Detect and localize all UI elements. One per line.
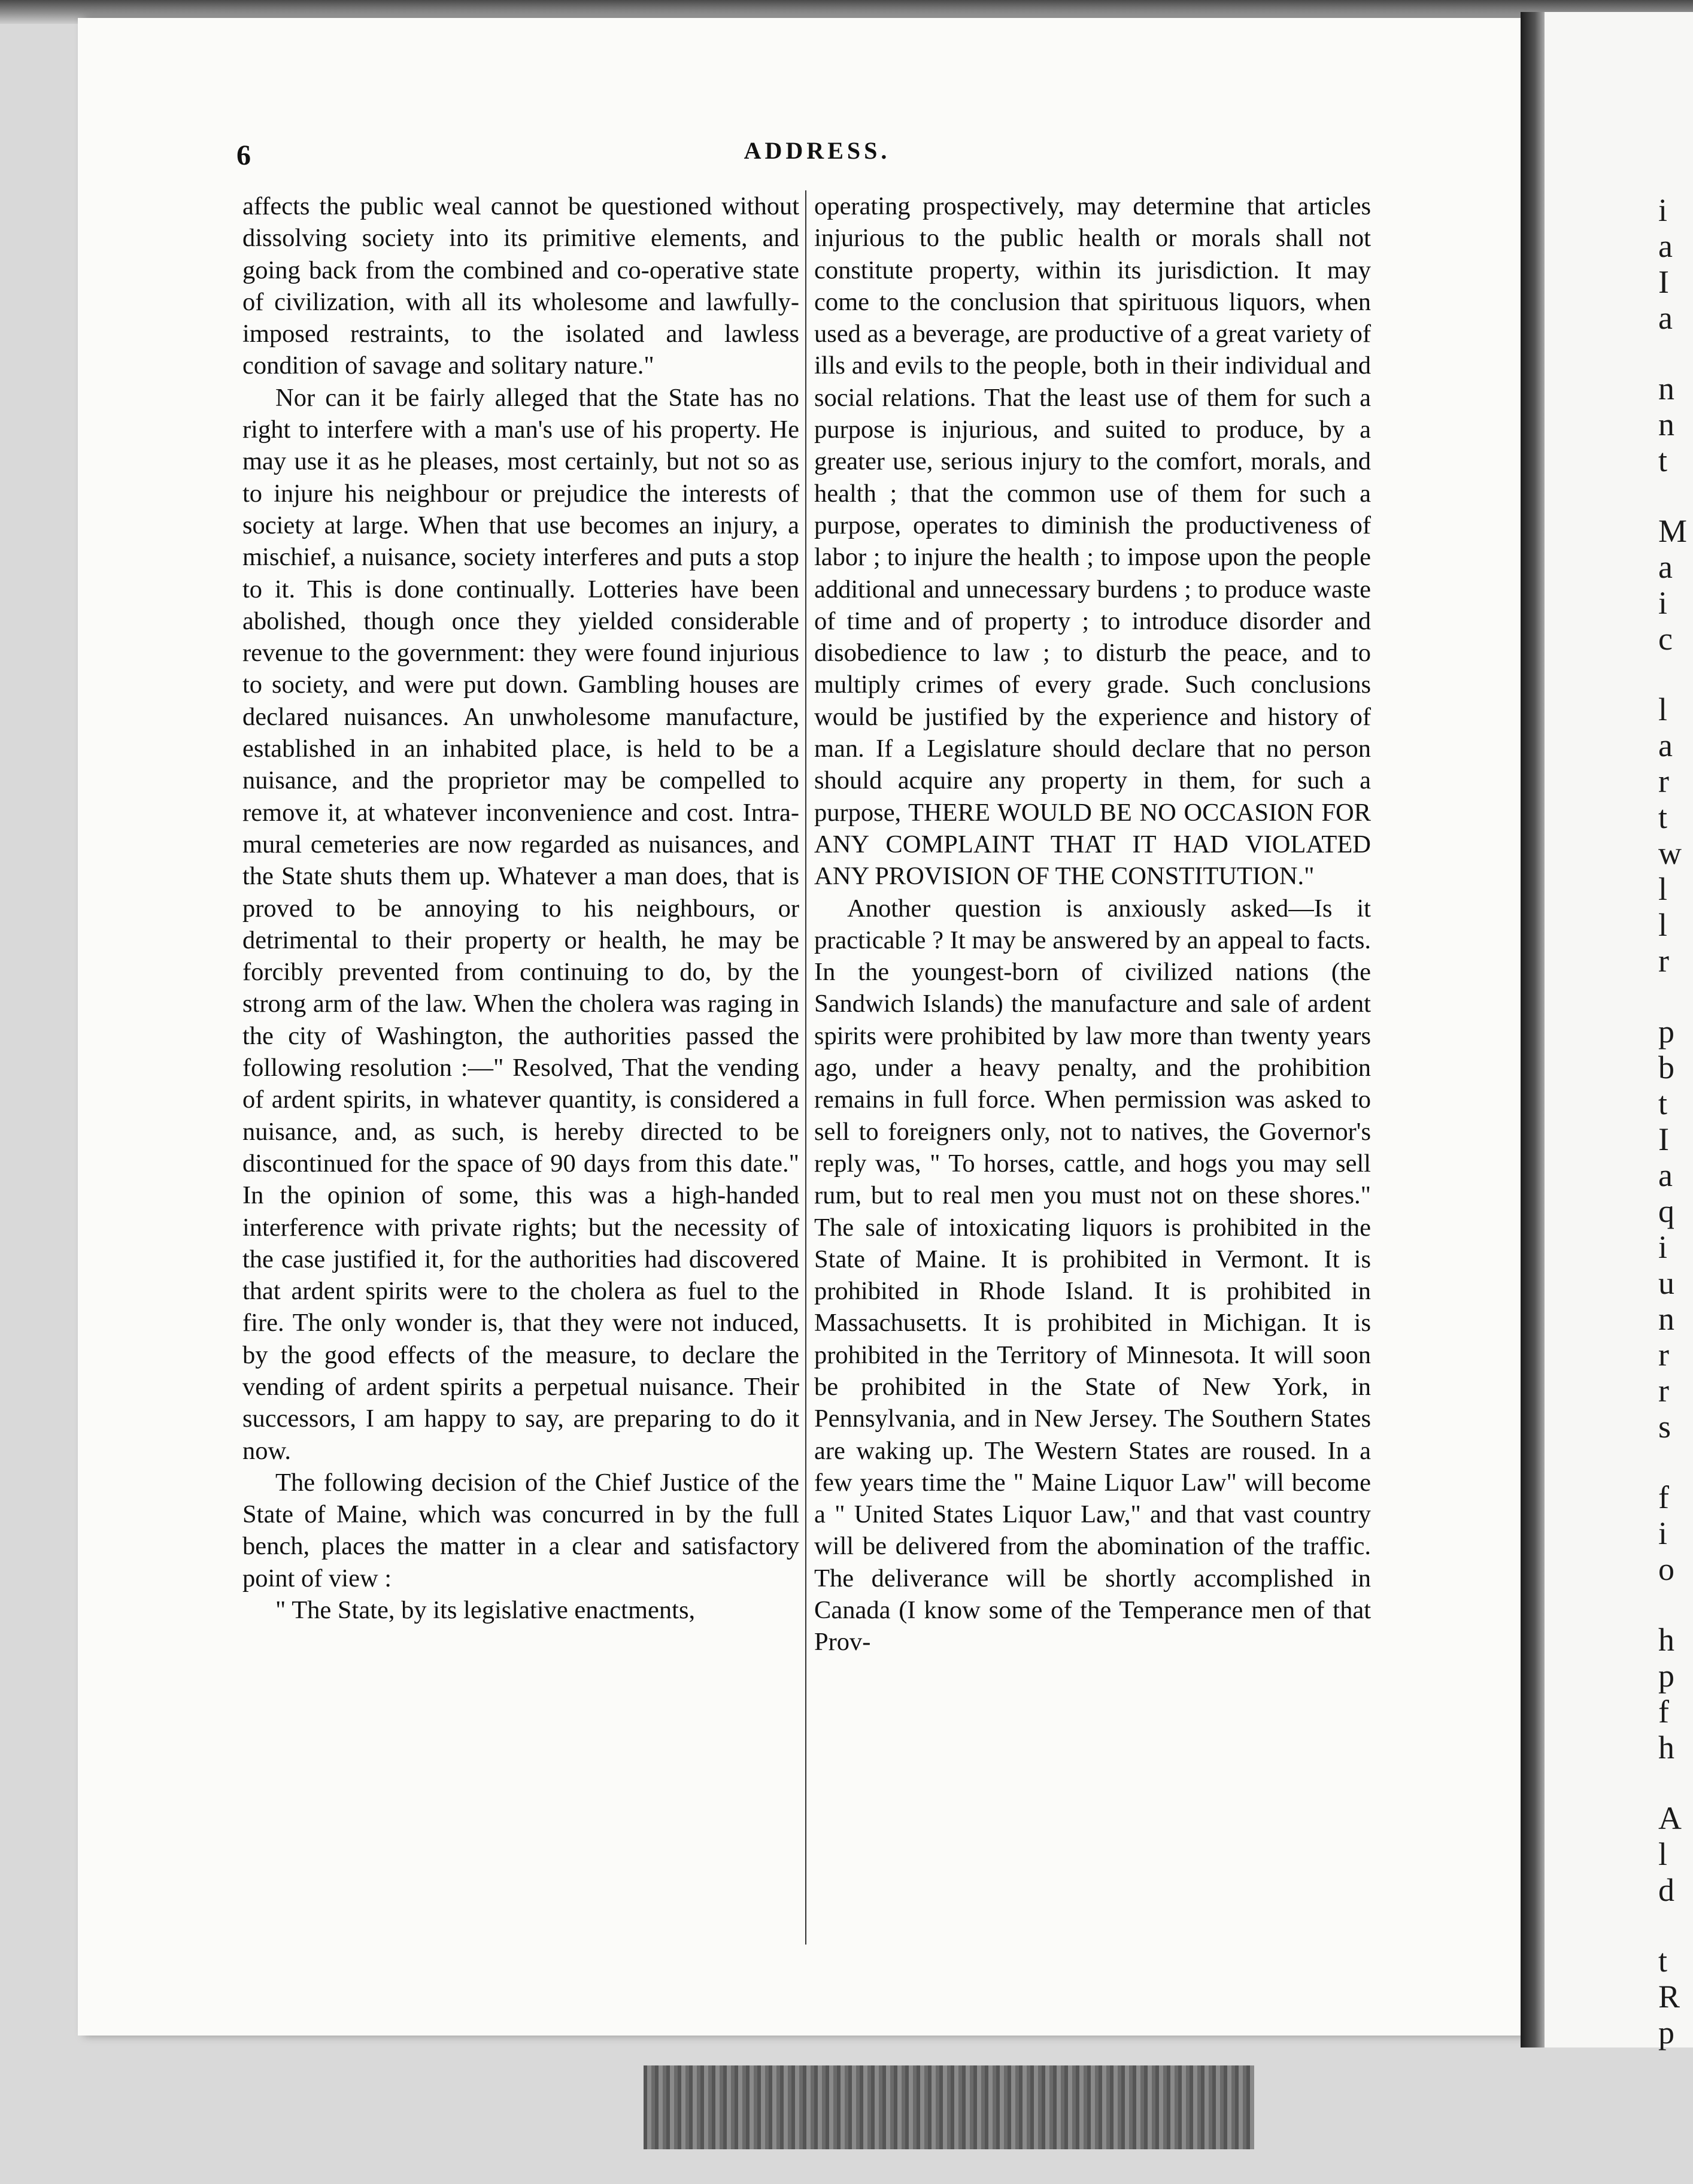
left-column bbox=[242, 190, 799, 1626]
adjacent-page-fragment: p bbox=[1658, 1014, 1674, 1049]
adjacent-page-fragment: a bbox=[1658, 549, 1673, 585]
adjacent-page-fragment: r bbox=[1658, 763, 1669, 799]
running-head: ADDRESS. bbox=[744, 137, 891, 164]
paragraph: The following decision of the Chief Justice of the State of Maine, which was concurred in by the full bench, places the matter in a clear and satisfactory point of view : bbox=[242, 1468, 799, 1592]
adjacent-page-fragment: p bbox=[1658, 2015, 1674, 2050]
adjacent-page-fragment: r bbox=[1658, 1373, 1669, 1409]
adjacent-page-fragment: b bbox=[1658, 1049, 1674, 1085]
adjacent-page-fragment: I bbox=[1658, 1121, 1669, 1157]
adjacent-page-fragment: a bbox=[1658, 228, 1673, 264]
adjacent-page-fragment: s bbox=[1658, 1409, 1671, 1445]
adjacent-page-fragment: l bbox=[1658, 691, 1668, 727]
adjacent-page-fragment: t bbox=[1658, 799, 1668, 835]
adjacent-page-fragment: a bbox=[1658, 727, 1673, 763]
adjacent-page-fragment: q bbox=[1658, 1193, 1674, 1229]
right-column bbox=[814, 190, 1371, 1658]
adjacent-page-fragment: a bbox=[1658, 300, 1673, 336]
adjacent-page-fragment: t bbox=[1658, 1943, 1668, 1979]
adjacent-page-fragment: n bbox=[1658, 407, 1674, 442]
adjacent-page-fragment: p bbox=[1658, 1658, 1674, 1694]
column-divider bbox=[805, 190, 806, 1945]
adjacent-page-fragment: l bbox=[1658, 1836, 1668, 1872]
paragraph: " The State, by its legislative enactments, bbox=[275, 1596, 696, 1625]
adjacent-page-fragment: i bbox=[1658, 585, 1668, 621]
adjacent-page-fragment: u bbox=[1658, 1265, 1674, 1301]
adjacent-page-fragment: R bbox=[1658, 1979, 1680, 2015]
adjacent-page-fragment: M bbox=[1658, 513, 1688, 549]
adjacent-page-fragment: h bbox=[1658, 1730, 1674, 1766]
adjacent-page-fragment: n bbox=[1658, 1301, 1674, 1337]
adjacent-page-fragment: r bbox=[1658, 943, 1669, 979]
paragraph: Nor can it be fairly alleged that the State has no right to interfere with a man's use of his property. He may use it as he pleases, most certainly, but not so as to injure his neighbour or prejudice the interests of society at large. When that use becomes an injury, a mischief, a nuisance, society interferes and puts a stop to it. This is done continually. Lotteries have been abolished, though once they yielded considerable revenue to the government: they were found injurious to society, and were put down. Gambling houses are declared nuisances. An unwholesome manufacture, established in an inhabited place, is held to be a nuisance, and the proprietor may be compelled to remove it, at whatever inconvenience and cost. Intra-mural cemeteries are now regarded as nuisances, and the State shuts them up. Whatever a man does, that is proved to be annoying to his neighbours, or detrimental to their property or health, he may be forcibly prevented from continuing to do, by the strong arm of the law. When the cholera was raging in the city of Washington, the authorities passed the following resolution :—" Resolved, That the vending of ardent spirits, in whatever quantity, is considered a nuisance, and, as such, is hereby directed to be discontinued for the space of 90 days from this date." In the opinion of some, this was a high-handed interference with private rights; but the necessity of the case justified it, for the authorities had discovered that ardent spirits were to the cholera as fuel to the fire. The only wonder is, that they were not induced, by the good effects of the measure, to declare the vending of ardent spirits a perpetual nuisance. Their successors, I am happy to say, are preparing to do it now. bbox=[242, 383, 799, 1465]
adjacent-page-fragment: f bbox=[1658, 1479, 1669, 1515]
adjacent-page-fragment: i bbox=[1658, 192, 1668, 228]
adjacent-page-fragment: t bbox=[1658, 1085, 1668, 1121]
adjacent-page-fragment: l bbox=[1658, 907, 1668, 943]
adjacent-page-fragment: r bbox=[1658, 1337, 1669, 1373]
paragraph: affects the public weal cannot be questioned without dissolving society into its primitive elements, and going back from the combined and co-operative state of civilization, with all its wholesome and lawfully-imposed restraints, to the isolated and lawless condition of savage and solitary nature." bbox=[242, 192, 799, 380]
adjacent-page-fragment: d bbox=[1658, 1872, 1674, 1908]
paragraph: Another question is anxiously asked—Is it practicable ? It may be answered by an appeal to facts. In the youngest-born of civilized nations (the Sandwich Islands) the manufacture and sale of ardent spirits were prohibited by law more than twenty years ago, under a heavy penalty, and the prohibition remains in full force. When permission was asked to sell to foreigners only, not to natives, the Governor's reply was, " To horses, cattle, and hogs you may sell rum, but to real men you must not on these shores." The sale of intoxicating liquors is prohibited in the State of Maine. It is prohibited in Vermont. It is prohibited in Rhode Island. It is prohibited in Massachusetts. It is prohibited in Michigan. It is prohibited in the Territory of Minnesota. It will soon be prohibited in the State of New York, in Pennsylvania, and in New Jersey. The Southern States are waking up. The Western States are roused. In a few years time the " Maine Liquor Law" will become a " United States Liquor Law," and that vast country will be delivered from the abomination of the traffic. The deliverance will be shortly accomplished in Canada (I know some of the Temperance men of that Prov- bbox=[814, 894, 1371, 1657]
adjacent-page-fragment: n bbox=[1658, 371, 1674, 407]
adjacent-page-fragment: l bbox=[1658, 871, 1668, 907]
adjacent-page-fragment: o bbox=[1658, 1551, 1674, 1587]
adjacent-page-fragment: t bbox=[1658, 442, 1668, 478]
adjacent-page-fragment: c bbox=[1658, 621, 1673, 657]
adjacent-page-fragment: a bbox=[1658, 1157, 1673, 1193]
page-number: 6 bbox=[236, 139, 251, 171]
adjacent-page-fragment: w bbox=[1658, 835, 1682, 871]
paragraph: operating prospectively, may determine that articles injurious to the public health or morals shall not constitute property, within its jurisdiction. It may come to the conclusion that spirituous liquors, when used as a beverage, are productive of a great variety of ills and evils to the people, both in their individual and social relations. That the least use of them for such a purpose is injurious, and suited to produce, by a greater use, serious injury to the comfort, morals, and health ; that the common use of them for such a purpose, operates to diminish the productiveness of labor ; to injure the health ; to impose upon the people additional and unnecessary burdens ; to produce waste of time and of property ; to introduce disorder and disobedience to law ; to disturb the peace, and to multiply crimes of every grade. Such conclusions would be justified by the experience and history of man. If a Legislature should declare that no person should acquire any property in them, for such a purpose, THERE WOULD BE NO OCCASION FOR ANY COMPLAINT THAT IT HAD VIOLATED ANY PROVISION OF THE CONSTITUTION." bbox=[814, 192, 1371, 891]
adjacent-page-fragment: A bbox=[1658, 1800, 1682, 1836]
scan-bottom-strip bbox=[644, 2065, 1254, 2149]
adjacent-page-fragment: I bbox=[1658, 264, 1669, 300]
adjacent-page-fragment: f bbox=[1658, 1694, 1669, 1730]
adjacent-page-fragment: h bbox=[1658, 1622, 1674, 1658]
book-gutter bbox=[1521, 12, 1545, 2048]
adjacent-page-fragment: i bbox=[1658, 1515, 1668, 1551]
adjacent-page-fragment: i bbox=[1658, 1229, 1668, 1265]
